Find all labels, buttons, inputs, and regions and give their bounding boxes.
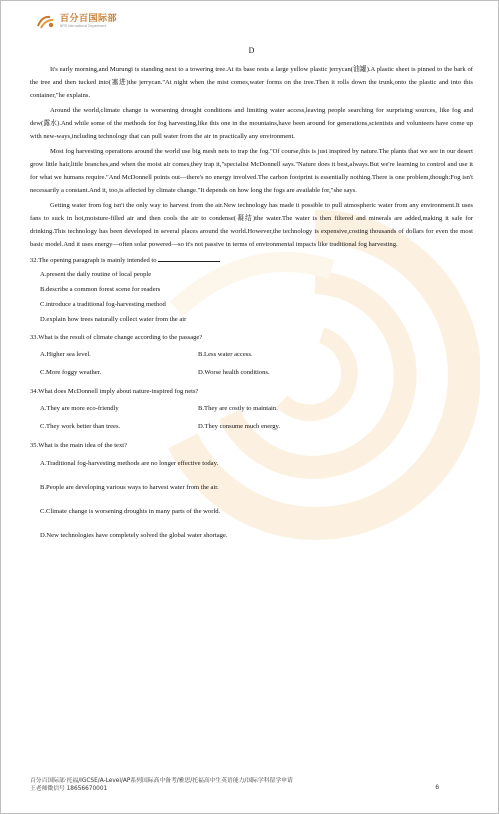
option-a[interactable]: A.Higher sea level.	[40, 351, 91, 358]
question-32	[30, 253, 473, 327]
option-c[interactable]: C.Climate change is worsening droughts in many parts of the world.	[40, 508, 221, 515]
page-number: 6	[435, 784, 439, 791]
question-stem: 33.What is the result of climate change according to the passage?	[30, 334, 203, 341]
question-stem: 35.What is the main idea of the text?	[30, 442, 128, 449]
option-c[interactable]: C.They work better than trees.	[40, 422, 121, 430]
option-c[interactable]: C.introduce a traditional fog-harvesting method	[40, 301, 166, 308]
option-d[interactable]: D.They consume much energy.	[198, 422, 281, 430]
page-footer	[30, 777, 473, 793]
option-a[interactable]: A.Traditional fog-harvesting methods are no longer effective today.	[40, 460, 219, 467]
question-35	[30, 439, 473, 548]
question-34	[30, 385, 473, 433]
footer-line: 百分百国际部·托福/IGCSE/A-Level/AP系列国际高中备考/雅思/托福高中生英语能力/国际学科留学申请	[30, 778, 293, 784]
header-logo	[36, 14, 117, 30]
option-b[interactable]: B.Less water access.	[198, 351, 253, 358]
footer-contact: 王老师微信号 18656670001	[30, 786, 108, 792]
answer-blank[interactable]	[158, 253, 220, 262]
brand-name: 百分百国际部	[60, 14, 118, 25]
document-body	[30, 44, 473, 548]
option-c[interactable]: C.More foggy weather.	[40, 368, 102, 376]
passage-paragraph: Around the world,climate change is worsening drought conditions and limiting water access,leaving people searching for surprising sources, like fog and dew(露水).And while some of the methods for fog harvesting,like this one in the mountains,have been around for generations,scientists and volunteers have come up with new-ways,including technology that can pull water from the air in practically any environment.	[30, 107, 473, 140]
option-a[interactable]: A.present the daily routine of local people	[40, 271, 152, 278]
option-d[interactable]: D.explain how trees naturally collect water from the air	[40, 316, 187, 323]
question-stem: 34.What does McDonnell imply about nature-inspired fog nets?	[30, 388, 199, 395]
passage-paragraph: Most fog harvesting operations around the world use big mesh nets to trap the fog."Of course,this is just inspired by nature.The plants that we see in our desert grow little hair,little branches,and when the moist air comes,they trap it,"specialist McDonnell says."Nature does it best,always.But we're learning to control and use it for what we humans require."And McDonnell points out—there's no energy involved.The carbon footprint is essentially nothing.There is one problem,though:Fog isn't necessarily a constant.And it, too,is affected by climate change."It depends on how long the fogs are available for,"she says.	[30, 148, 473, 194]
brand-subtitle: BFB International Department	[60, 24, 107, 29]
passage-paragraph: It's early morning,and Murungi is standing next to a towering tree.At its base rests a large yellow plastic jerrycan(油罐).A plastic sheet is pinned to the bark of the tree and then tucked into(塞进)the jerrycan."At night when the mist comes,water forms on the tree.Then it rolls down the trunk,onto the plastic and into this container,"he explains.	[30, 66, 473, 99]
passage-paragraph: Getting water from fog isn't the only way to harvest from the air.New technology has made it possible to pull atmospheric water from any environment.It uses fans to suck in hot,moisture-filled air and then cools the air to condense(凝结)the water.The water is then filtered and minerals are added,making it safe for drinking.This technology has been developed in several places around the world.However,the technology is expensive,costing thousands of dollars for even the most basic model.And it uses energy—often solar powered—so it's not passive in terms of environmental impacts like traditional fog harvesting.	[30, 202, 473, 248]
question-stem: 32.The opening paragraph is mainly intended to	[30, 257, 157, 264]
option-a[interactable]: A.They are more eco-friendly	[40, 405, 119, 412]
brand-logo-icon	[36, 14, 56, 30]
option-b[interactable]: B.People are developing various ways to harvest water from the air.	[40, 484, 219, 491]
section-letter: D	[248, 46, 255, 55]
question-33	[30, 331, 473, 379]
option-d[interactable]: D.Worse health conditions.	[198, 368, 270, 376]
option-d[interactable]: D.New technologies have completely solved the global water shortage.	[40, 532, 228, 539]
option-b[interactable]: B.They are costly to maintain.	[198, 405, 278, 412]
option-b[interactable]: B.describe a common forest scene for readers	[40, 286, 161, 293]
